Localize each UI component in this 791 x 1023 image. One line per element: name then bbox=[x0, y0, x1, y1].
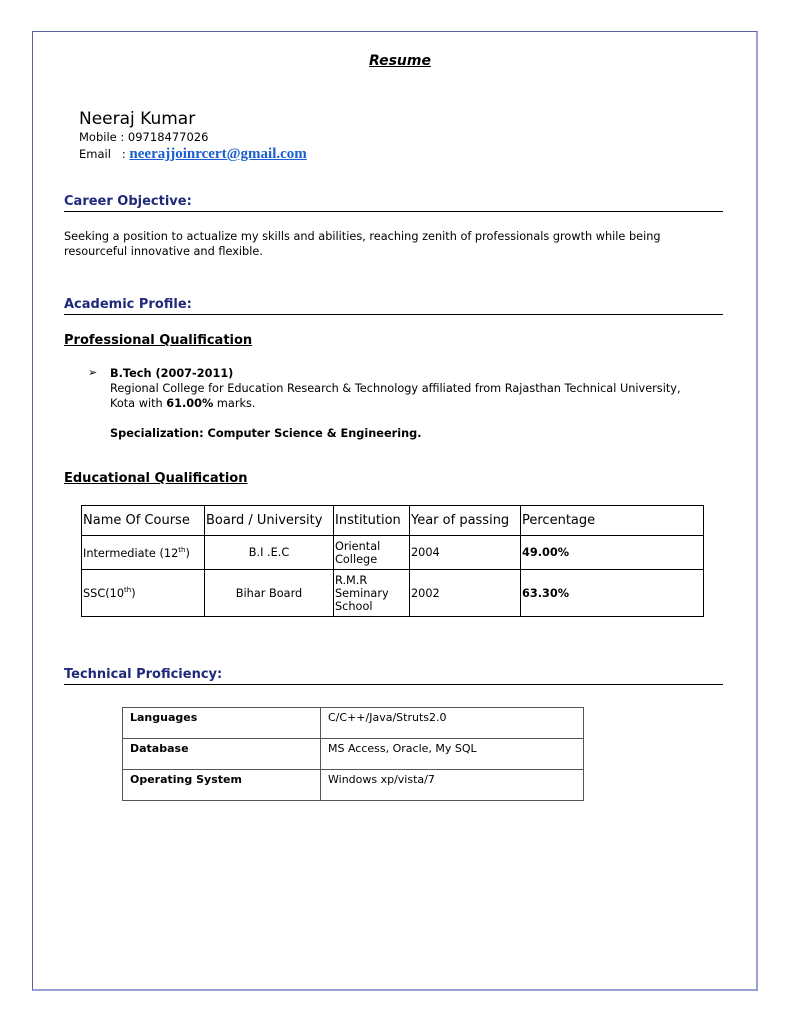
col-header: Year of passing bbox=[410, 506, 521, 536]
career-objective-text: Seeking a position to actualize my skills and abilities, reaching zenith of professionals growth while being resourceful innovative and flexible. bbox=[64, 230, 661, 258]
percentage-cell: 49.00% bbox=[521, 536, 704, 570]
tech-key: Languages bbox=[123, 708, 321, 739]
marks-percent: 61.00% bbox=[166, 397, 214, 410]
candidate-name: Neeraj Kumar bbox=[79, 109, 196, 129]
institution-cell: Oriental College bbox=[334, 536, 410, 570]
year-cell: 2004 bbox=[410, 536, 521, 570]
table-row bbox=[123, 770, 584, 801]
degree-title: B.Tech (2007-2011) bbox=[110, 367, 234, 380]
technical-proficiency-heading: Technical Proficiency: bbox=[64, 667, 723, 685]
email-link[interactable]: neerajjoinrcert@gmail.com bbox=[129, 146, 307, 162]
board-cell: Bihar Board bbox=[205, 570, 334, 617]
career-objective-heading: Career Objective: bbox=[64, 194, 723, 212]
year-cell: 2002 bbox=[410, 570, 521, 617]
academic-profile-heading: Academic Profile: bbox=[64, 297, 723, 315]
degree-block bbox=[110, 366, 720, 441]
board-cell: B.I .E.C bbox=[205, 536, 334, 570]
tech-value: C/C++/Java/Struts2.0 bbox=[321, 708, 584, 739]
tech-value: MS Access, Oracle, My SQL bbox=[321, 739, 584, 770]
institution-cell: R.M.R Seminary School bbox=[334, 570, 410, 617]
specialization: Specialization: Computer Science & Engineering. bbox=[110, 427, 422, 440]
education-table bbox=[81, 505, 704, 617]
table-row bbox=[82, 570, 704, 617]
col-header: Board / University bbox=[205, 506, 334, 536]
technical-table bbox=[122, 707, 584, 801]
page-title: Resume bbox=[369, 53, 431, 69]
course-cell: SSC(10th) bbox=[82, 570, 205, 617]
percentage-cell: 63.30% bbox=[521, 570, 704, 617]
mobile-line bbox=[79, 130, 208, 144]
mobile-label: Mobile : bbox=[79, 130, 128, 144]
course-cell: Intermediate (12th) bbox=[82, 536, 205, 570]
tech-value: Windows xp/vista/7 bbox=[321, 770, 584, 801]
col-header: Name Of Course bbox=[82, 506, 205, 536]
degree-marks-line bbox=[110, 396, 720, 411]
email-line bbox=[79, 146, 307, 163]
email-label: Email : bbox=[79, 147, 130, 161]
educational-qualification-heading: Educational Qualification bbox=[64, 471, 248, 486]
mobile-number: 09718477026 bbox=[127, 130, 209, 144]
tech-key: Database bbox=[123, 739, 321, 770]
table-row bbox=[123, 739, 584, 770]
col-header: Percentage bbox=[521, 506, 704, 536]
col-header: Institution bbox=[334, 506, 410, 536]
professional-qualification-heading: Professional Qualification bbox=[64, 333, 253, 348]
tech-key: Operating System bbox=[123, 770, 321, 801]
table-row bbox=[123, 708, 584, 739]
marks-suffix: marks. bbox=[213, 397, 256, 410]
degree-college: Regional College for Education Research & Technology affiliated from Rajasthan Technical University, bbox=[110, 382, 681, 395]
table-row bbox=[82, 536, 704, 570]
marks-prefix: Kota with bbox=[110, 397, 167, 410]
bullet-arrow-icon: ➢ bbox=[88, 366, 98, 379]
table-header-row bbox=[82, 506, 704, 536]
